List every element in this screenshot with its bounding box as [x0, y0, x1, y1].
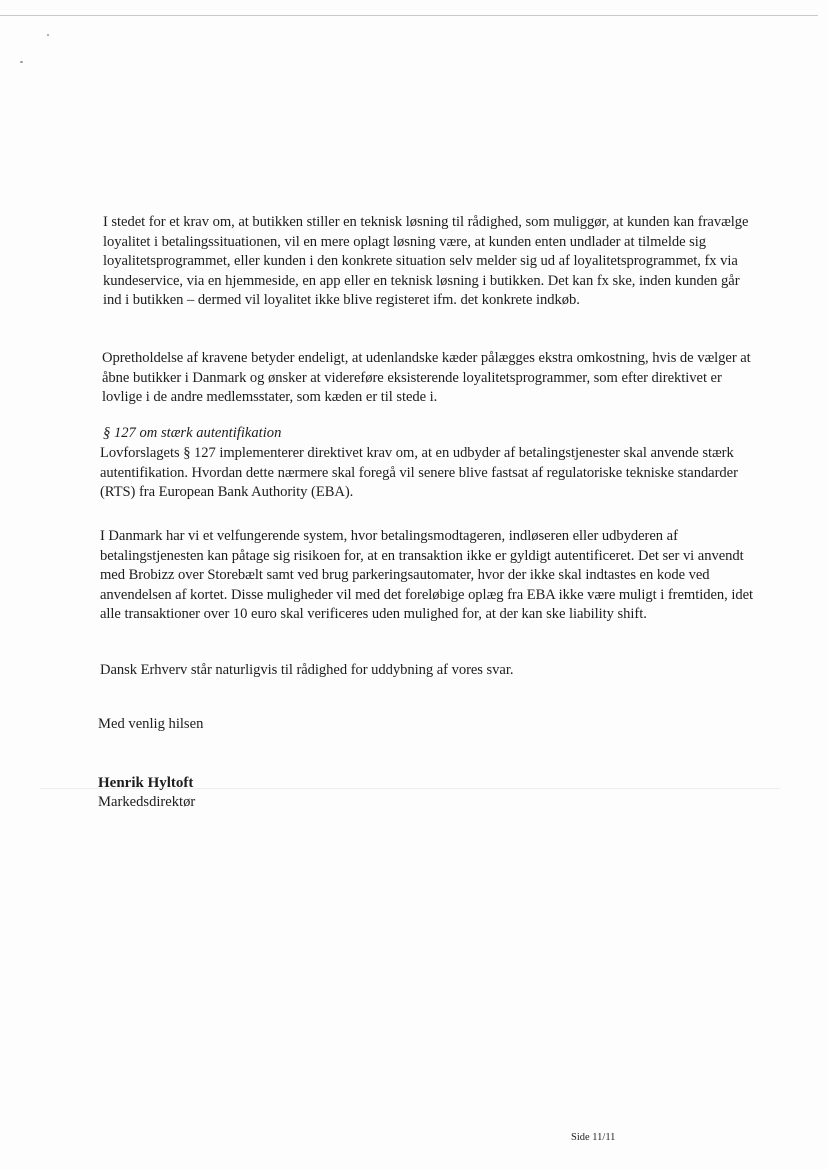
- paragraph-strong-authentication: Lovforslagets § 127 implementerer direktivet krav om, at en udbyder af betalingstjenester skal anvende stærk autentifikation. Hvordan dette nærmere skal foregå vil senere blive fastsat af regulatoriske tekniske standarder (RTS) fra European Bank Authority (EBA).: [100, 445, 738, 501]
- closing-salutation: Med venlig hilsen: [98, 716, 204, 732]
- paragraph-liability-shift: I Danmark har vi et velfungerende system, hvor betalingsmodtageren, indløseren eller udbyderen af betalingstjenesten kan påtage sig risikoen for, at en transaktion ikke er gyldigt autentificeret. Det ser vi anvendt med Brobizz over Storebælt samt ved brug parkeringsautomater, hvor der ikke skal indtastes en kode ved anvendelsen af kortet. Disse muligheder vil med det foreløbige oplæg fra EBA ikke være muligt i fremtiden, idet alle transaktioner over 10 euro skal verificeres uden mulighed for, at der kan ske liability shift.: [100, 528, 754, 623]
- page-number: Side 11/11: [571, 1132, 616, 1143]
- paragraph-loyalty-opt-out: I stedet for et krav om, at butikken stiller en teknisk løsning til rådighed, som muliggør, at kunden kan fravælge loyalitet i betalingssituationen, vil en mere oplagt løsning være, at kunden enten undlader at tilmelde sig loyalitetsprogrammet, eller kunden i den konkrete situation selv melder sig ud af loyalitetsprogrammet, fx via kundeservice, via en hjemmeside, en app eller en teknisk løsning i butikken. Det kan fx ske, inden kunden går ind i butikken – dermed vil loyalitet ikke blive registeret ifm. det konkrete indkøb.: [103, 214, 749, 309]
- scan-speck: [47, 34, 49, 36]
- signer-title: Markedsdirektør: [98, 794, 196, 810]
- signer-name: Henrik Hyltoft: [98, 775, 194, 791]
- paragraph-foreign-chains-cost: Opretholdelse af kravene betyder endeligt, at udenlandske kæder pålægges ekstra omkostning, hvis de vælger at åbne butikker i Danmark og ønsker at videreføre eksisterende loyalitetsprogrammer, som efter direktivet er lovlige i de andre medlemsstater, som kæden er til stede i.: [102, 350, 751, 406]
- paragraph-availability: Dansk Erhverv står naturligvis til rådighed for uddybning af vores svar.: [100, 662, 514, 678]
- scan-speck: [20, 61, 23, 63]
- scan-edge-line: [0, 15, 818, 16]
- section-heading: § 127 om stærk autentifikation: [103, 425, 282, 441]
